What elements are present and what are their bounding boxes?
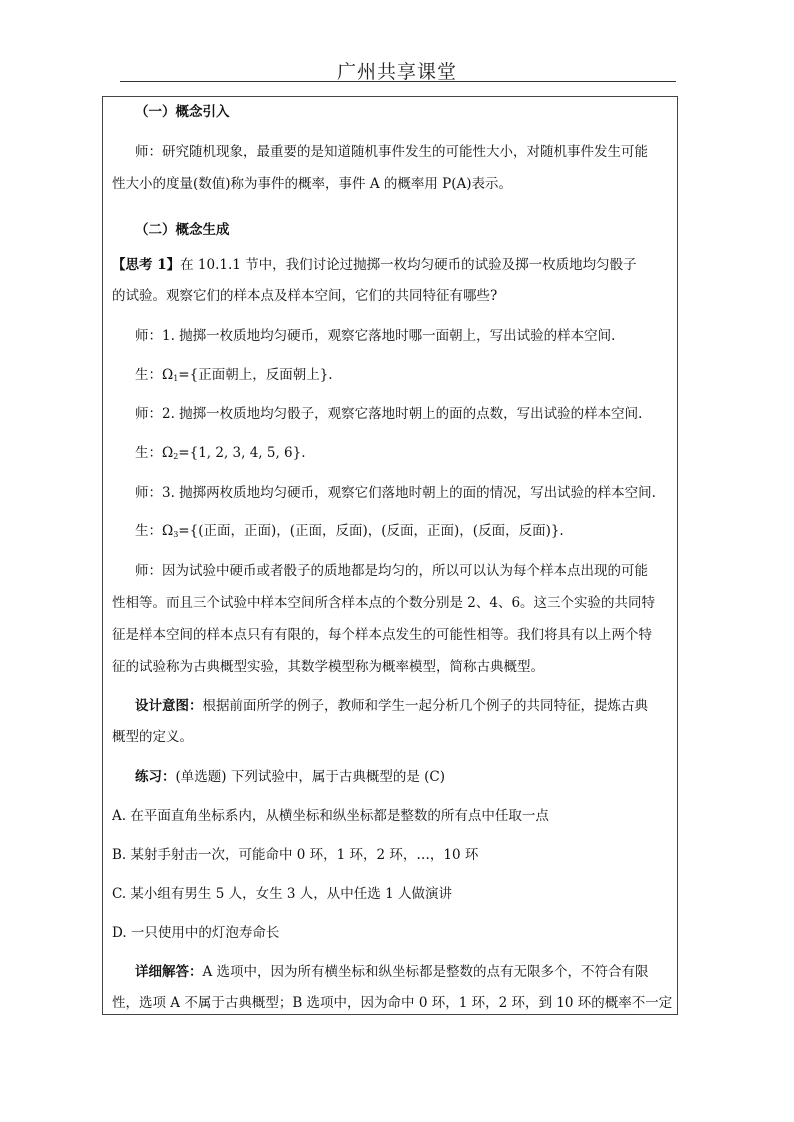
question-1: 师：1. 抛掷一枚质地均匀硬币，观察它落地时哪一面朝上，写出试验的样本空间. [135,328,616,344]
answer-2 [135,444,306,466]
paragraph-line-3: 征是样本空间的样本点只有有限的，每个样本点发生的可能性相等。我们将具有以上两个特 [112,627,652,643]
exercise-text: (单选题) 下列试验中，属于古典概型的是 (C) [175,769,445,785]
answer-3-set: ={(正面，正面)，(正面，反面)，(反面，正面)，(反面，反面)}. [178,523,564,539]
option-d: D. 一只使用中的灯泡寿命长 [112,925,280,941]
design-intent-line-2: 概型的定义。 [112,729,193,745]
answer-1-prefix: 生：Ω [135,367,174,383]
design-intent-label: 设计意图： [135,698,203,714]
answer-1-subscript: 1 [173,374,179,383]
exercise-label: 练习： [135,769,176,785]
section-2-title: （二）概念生成 [135,222,230,238]
answer-3-prefix: 生：Ω [135,523,174,539]
answer-explanation-label: 详细解答： [135,964,203,980]
option-c: C. 某小组有男生 5 人，女生 3 人，从中任选 1 人做演讲 [112,886,452,902]
page-header-title: 广州共享课堂 [336,61,457,83]
question-2: 师：2. 抛掷一枚质地均匀骰子，观察它落地时朝上的面的点数，写出试验的样本空间. [135,406,643,422]
design-intent-text: 根据前面所学的例子，教师和学生一起分析几个例子的共同特征，提炼古典 [202,698,648,714]
answer-explanation-line-1 [135,963,649,981]
option-a: A. 在平面直角坐标系内，从横坐标和纵坐标都是整数的所有点中任取一点 [112,808,549,824]
header-rule [120,81,676,82]
think-line-1 [112,256,637,274]
answer-2-subscript: 2 [173,452,179,461]
section-1-line-1: 师：研究随机现象，最重要的是知道随机事件发生的可能性大小，对随机事件发生可能 [135,144,648,160]
answer-3 [135,522,564,544]
answer-1 [135,366,333,388]
answer-3-subscript: 3 [173,530,179,539]
answer-explanation-line-2: 性，选项 A 不属于古典概型；B 选项中，因为命中 0 环，1 环，2 环，到 10 环的概率不一定 [112,995,673,1011]
answer-1-set: ={正面朝上，反面朝上}. [178,367,333,383]
answer-2-prefix: 生：Ω [135,445,174,461]
paragraph-line-2: 性相等。而且三个试验中样本空间所含样本点的个数分别是 2、4、6。这三个实验的共同特 [112,595,656,611]
think-label: 【思考 1】 [112,257,181,273]
think-line-2: 的试验。观察它们的样本点及样本空间，它们的共同特征有哪些? [112,288,498,304]
think-text: 在 10.1.1 节中，我们讨论过抛掷一枚均匀硬币的试验及掷一枚质地均匀骰子 [180,257,637,273]
paragraph-line-1: 师：因为试验中硬币或者骰子的质地都是均匀的，所以可以认为每个样本点出现的可能 [135,563,648,579]
paragraph-line-4: 征的试验称为古典概型实验，其数学模型称为概率模型，简称古典概型。 [112,659,544,675]
option-b: B. 某射手射击一次，可能命中 0 环，1 环，2 环，…，10 环 [112,847,479,863]
section-1-line-2: 性大小的度量(数值)称为事件的概率，事件 A 的概率用 P(A)表示。 [112,176,513,192]
answer-explanation-text: A 选项中，因为所有横坐标和纵坐标都是整数的点有无限多个，不符合有限 [202,964,649,980]
section-1-title: （一）概念引入 [135,104,230,120]
answer-2-set: ={1, 2, 3, 4, 5, 6}. [178,445,306,461]
question-3: 师：3. 抛掷两枚质地均匀硬币，观察它们落地时朝上的面的情况，写出试验的样本空间. [135,485,656,501]
exercise-line [135,768,445,786]
design-intent-line-1 [135,697,648,715]
